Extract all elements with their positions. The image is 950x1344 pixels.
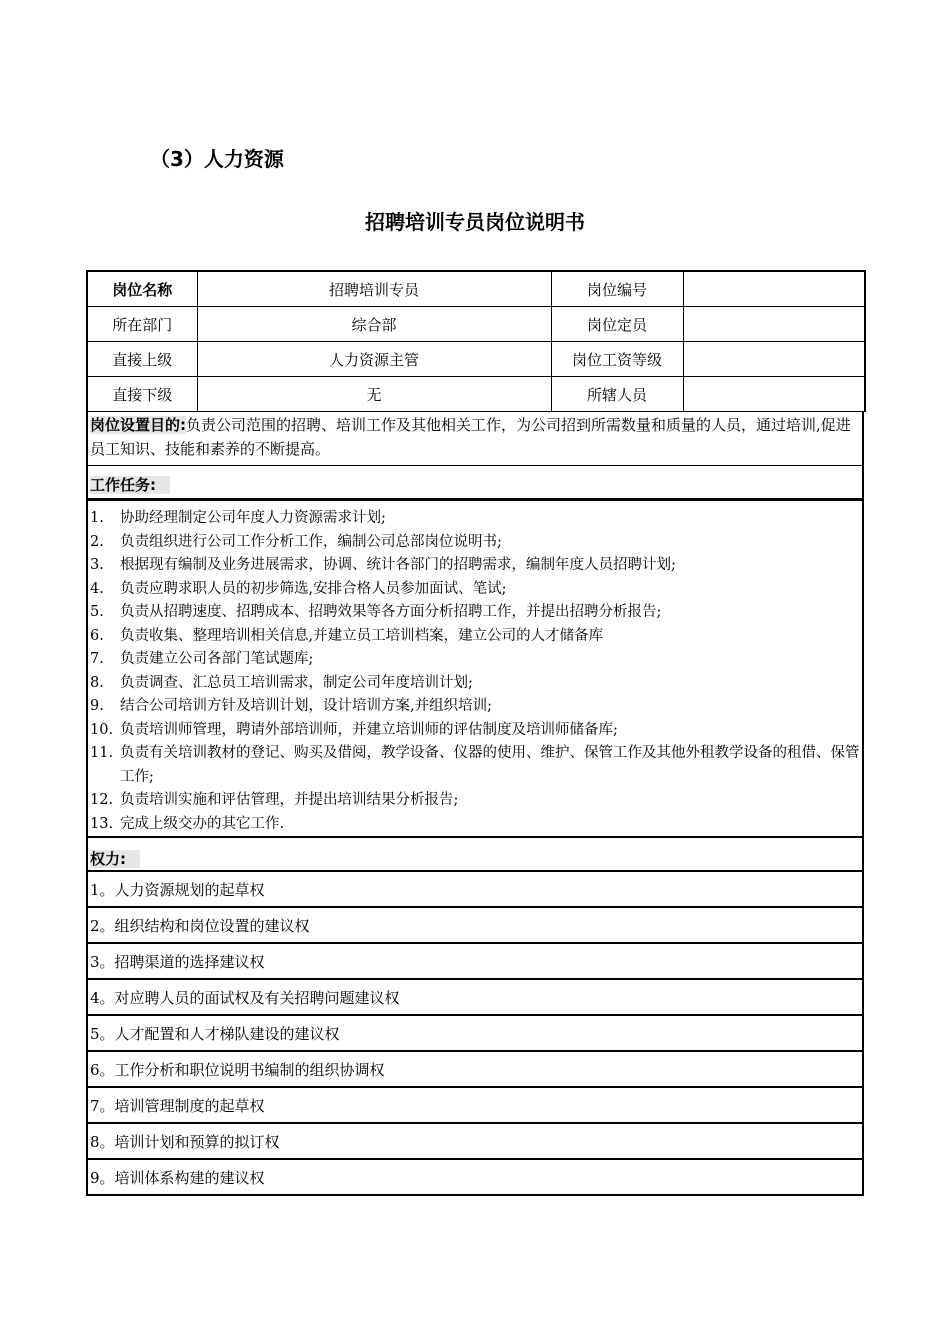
job-description-form [86, 270, 864, 1196]
right-item: 1。人力资源规划的起草权 [86, 872, 864, 908]
right-item: 5。人才配置和人才梯队建设的建议权 [86, 1016, 864, 1052]
task-item [90, 672, 860, 696]
subordinate-value: 无 [197, 377, 551, 412]
table-row [87, 342, 865, 377]
job-info-table [86, 270, 866, 412]
task-text: 负责培训师管理，聘请外部培训师，并建立培训师的评估制度及培训师储备库; [120, 721, 618, 738]
job-code-value [683, 271, 865, 307]
right-item: 4。对应聘人员的面试权及有关招聘问题建议权 [86, 980, 864, 1016]
right-item: 7。培训管理制度的起草权 [86, 1088, 864, 1124]
task-number: 4. [90, 580, 104, 597]
task-item [90, 719, 860, 743]
headcount-value [683, 307, 865, 342]
subordinate-label: 直接下级 [87, 377, 197, 412]
task-item [90, 507, 860, 531]
department-value: 综合部 [197, 307, 551, 342]
task-text: 结合公司培训方针及培训计划，设计培训方案,并组织培训; [120, 698, 492, 714]
task-item [90, 601, 860, 625]
task-number: 1. [90, 510, 104, 526]
task-text: 完成上级交办的其它工作. [120, 815, 285, 832]
rights-list [86, 872, 864, 1196]
task-text: 负责收集、整理培训相关信息,并建立员工培训档案，建立公司的人才储备库 [120, 627, 604, 644]
salary-grade-label: 岗位工资等级 [551, 342, 683, 377]
salary-grade-value [683, 342, 865, 377]
task-item [90, 742, 860, 789]
task-number: 9. [90, 698, 104, 714]
task-number: 2. [90, 533, 104, 550]
tasks-heading: 工作任务: [90, 476, 170, 494]
job-code-label: 岗位编号 [551, 271, 683, 307]
table-row [87, 307, 865, 342]
task-number: 3. [90, 557, 104, 573]
job-name-label: 岗位名称 [87, 271, 197, 307]
task-text: 负责培训实施和评估管理，并提出培训结果分析报告; [120, 792, 459, 808]
task-number: 11. [90, 745, 114, 761]
right-item: 8。培训计划和预算的拟订权 [86, 1124, 864, 1160]
task-item [90, 789, 860, 813]
headcount-label: 岗位定员 [551, 307, 683, 342]
tasks-heading-row [86, 466, 864, 500]
tasks-list [86, 500, 864, 836]
staff-value [683, 377, 865, 412]
task-text: 负责建立公司各部门笔试题库; [120, 651, 314, 667]
task-item [90, 578, 860, 602]
task-number: 13. [90, 815, 114, 832]
department-label: 所在部门 [87, 307, 197, 342]
purpose-section [86, 412, 864, 466]
purpose-label: 岗位设置目的: [90, 416, 186, 434]
task-text: 根据现有编制及业务进展需求，协调、统计各部门的招聘需求，编制年度人员招聘计划; [120, 557, 676, 573]
rights-heading: 权力: [90, 850, 140, 868]
rights-heading-row [86, 836, 864, 872]
task-item [90, 531, 860, 555]
task-text: 协助经理制定公司年度人力资源需求计划; [120, 510, 386, 526]
task-number: 7. [90, 651, 104, 667]
task-text: 负责调查、汇总员工培训需求，制定公司年度培训计划; [120, 674, 473, 691]
task-number: 6. [90, 627, 104, 644]
document-title: 招聘培训专员岗位说明书 [365, 210, 585, 234]
task-number: 12. [90, 792, 114, 808]
table-row [87, 377, 865, 412]
section-heading: （3）人力资源 [150, 147, 284, 171]
staff-label: 所辖人员 [551, 377, 683, 412]
task-number: 8. [90, 674, 104, 691]
table-row [87, 271, 865, 307]
purpose-text: 负责公司范围的招聘、培训工作及其他相关工作，为公司招到所需数量和质量的人员，通过培训,促进员工知识、技能和素养的不断提高。 [90, 416, 851, 458]
right-item: 3。招聘渠道的选择建议权 [86, 944, 864, 980]
task-number: 10. [90, 721, 114, 738]
task-item [90, 554, 860, 578]
task-text: 负责有关培训教材的登记、购买及借阅，教学设备、仪器的使用、维护、保管工作及其他外租教学设备的租借、保管工作; [120, 745, 860, 785]
job-name-value: 招聘培训专员 [197, 271, 551, 307]
task-item [90, 695, 860, 719]
task-text: 负责应聘求职人员的初步筛选,安排合格人员参加面试、笔试; [120, 580, 507, 597]
supervisor-label: 直接上级 [87, 342, 197, 377]
supervisor-value: 人力资源主管 [197, 342, 551, 377]
task-item [90, 813, 860, 837]
task-text: 负责组织进行公司工作分析工作，编制公司总部岗位说明书; [120, 533, 502, 550]
task-number: 5. [90, 604, 104, 620]
right-item: 2。组织结构和岗位设置的建议权 [86, 908, 864, 944]
task-text: 负责从招聘速度、招聘成本、招聘效果等各方面分析招聘工作，并提出招聘分析报告; [120, 604, 662, 620]
right-item: 9。培训体系构建的建议权 [86, 1160, 864, 1196]
task-item [90, 625, 860, 649]
task-item [90, 648, 860, 672]
right-item: 6。工作分析和职位说明书编制的组织协调权 [86, 1052, 864, 1088]
